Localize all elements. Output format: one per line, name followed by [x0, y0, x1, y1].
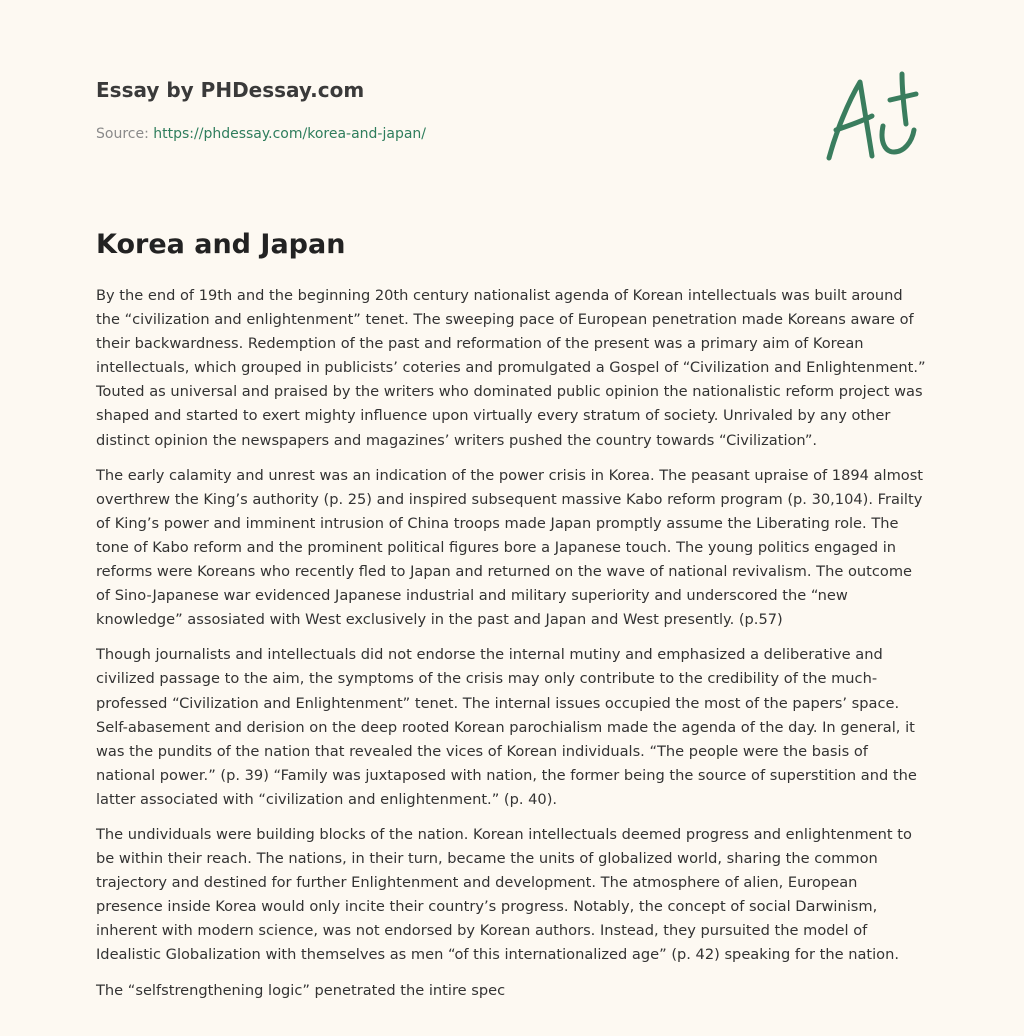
essay-paragraph: The undividuals were building blocks of the nation. Korean intellectuals deemed progress and enlightenment to be within their reach. The nations, in their turn, became the units of globalized world, sharing the common trajectory and destined for further Enlightenment and development. The atmosphere of alien, European presence inside Korea would only incite their country’s progress. Notably, the concept of social Darwinism, inherent with modern science, was not endorsed by Korean authors. Instead, they pursuited the model of Idealistic Globalization with themselves as men “of this internationalized age” (p. 42) speaking for the nation.	[96, 825, 912, 964]
essay-paragraph: By the end of 19th and the beginning 20th century nationalist agenda of Korean intellectuals was built around the “civilization and enlightenment” tenet. The sweeping pace of European penetration made Koreans aware of their backwardness. Redemption of the past and reformation of the present was a primary aim of Korean intellectuals, which grouped in publicists’ coteries and promulgated a Gospel of “Civilization and Enlightenment.” Touted as universal and praised by the writers who dominated public opinion the nationalistic reform project was shaped and started to exert mighty influence upon virtually every stratum of society. Unrivaled by any other distinct opinion the newspapers and magazines’ writers pushed the country towards “Civilization”.	[96, 287, 926, 449]
source-link[interactable]: https://phdessay.com/korea-and-japan/	[153, 126, 427, 142]
essay-paragraph: The early calamity and unrest was an indication of the power crisis in Korea. The peasant upraise of 1894 almost overthrew the King’s authority (p. 25) and inspired subsequent massive Kabo reform program (p. 30,104). Frailty of King’s power and imminent intrusion of China troops made Japan promptly assume the Liberating role. The tone of Kabo reform and the prominent political figures bore a Japanese touch. The young politics engaged in reforms were Koreans who recently fled to Japan and returned on the wave of national revivalism. The outcome of Sino-Japanese war evidenced Japanese industrial and military superiority and underscored the “new knowledge” assosiated with West exclusively in the past and Japan and West presently. (p.57)	[96, 466, 924, 629]
source-label: Source:	[96, 126, 154, 142]
essay-paragraph: The “selfstrengthening logic” penetrated the intire spec	[96, 981, 506, 999]
a-plus-grade-icon	[820, 66, 930, 166]
essay-body	[96, 284, 928, 1014]
essay-title: Korea and Japan	[96, 229, 346, 260]
essay-header	[96, 76, 796, 144]
brand-title: Essay by PHDessay.com	[96, 78, 365, 102]
essay-paragraph: Though journalists and intellectuals did not endorse the internal mutiny and emphasized a deliberative and civilized passage to the aim, the symptoms of the crisis may only contribute to the credibility of the much-professed “Civilization and Enlightenment” tenet. The internal issues occupied the most of the papers’ space. Self-abasement and derision on the deep rooted Korean parochialism made the agenda of the day. In general, it was the pundits of the nation that revealed the vices of Korean individuals. “The people were the basis of national power.” (p. 39) “Family was juxtaposed with nation, the former being the source of superstition and the latter associated with “civilization and enlightenment.” (p. 40).	[96, 646, 917, 808]
source-line	[96, 124, 796, 144]
